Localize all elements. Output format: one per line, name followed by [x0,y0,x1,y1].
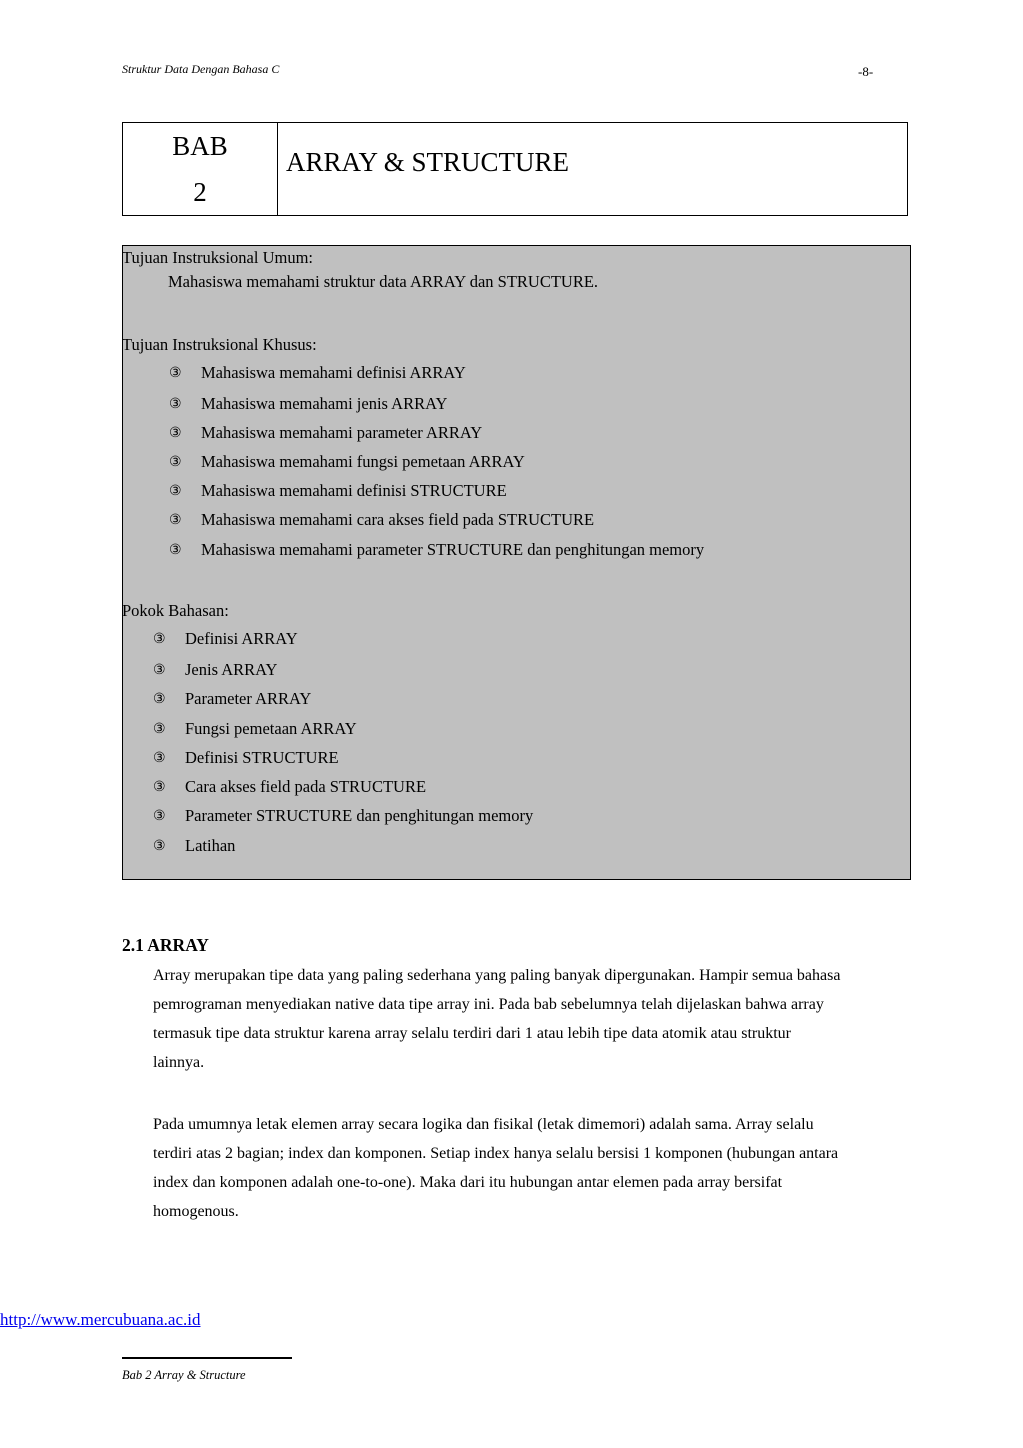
section-title: 2.1 ARRAY [122,935,209,955]
bullet-icon: ③ [169,426,182,441]
topics-label: Pokok Bahasan: [122,601,229,620]
bullet-icon: ③ [153,751,166,766]
general-objective-text: Mahasiswa memahami struktur data ARRAY dan STRUCTURE. [168,272,599,291]
topic-item: Latihan [185,836,236,855]
specific-objective-item: Mahasiswa memahami cara akses field pada STRUCTURE [201,510,595,529]
topic-item: Fungsi pemetaan ARRAY [185,719,357,738]
bullet-icon: ③ [169,484,182,499]
bullet-icon: ③ [153,809,166,824]
topic-item: Parameter ARRAY [185,689,312,708]
bullet-icon: ③ [153,722,166,737]
chapter-title: ARRAY & STRUCTURE [286,147,570,177]
chapter-bab-label: BAB [172,131,228,161]
page-number: -8- [858,64,874,79]
specific-objective-item: Mahasiswa memahami jenis ARRAY [201,394,448,413]
topic-item: Definisi STRUCTURE [185,748,339,767]
footnote-divider [122,1357,292,1359]
general-objective-label: Tujuan Instruksional Umum: [122,248,313,267]
bullet-icon: ③ [153,663,166,678]
chapter-number: 2 [193,177,207,207]
topic-item: Definisi ARRAY [185,629,298,648]
bullet-icon: ③ [153,692,166,707]
bullet-icon: ③ [153,780,166,795]
running-header-title: Struktur Data Dengan Bahasa C [122,62,280,76]
bullet-icon: ③ [153,632,166,647]
specific-objectives-label: Tujuan Instruksional Khusus: [122,335,317,354]
footer-website-link[interactable]: http://www.mercubuana.ac.id [0,1310,201,1329]
topic-item: Jenis ARRAY [185,660,278,679]
paragraph: Array merupakan tipe data yang paling sederhana yang paling banyak dipergunakan. Hampir semua bahasa pemrograman menyediakan native data tipe array ini. Pada bab sebelumnya telah dijelaskan bahwa array termasuk tipe data struktur karena array selalu terdiri dari 1 atau lebih tipe data atomik atau struktur lainnya. [153,967,841,1071]
specific-objective-item: Mahasiswa memahami parameter STRUCTURE dan penghitungan memory [201,540,705,559]
bullet-icon: ③ [169,366,182,381]
specific-objective-item: Mahasiswa memahami definisi ARRAY [201,363,466,382]
footer-chapter-note: Bab 2 Array & Structure [122,1368,246,1382]
topic-item: Cara akses field pada STRUCTURE [185,777,427,796]
paragraph: Pada umumnya letak elemen array secara logika dan fisikal (letak dimemori) adalah sama. Array selalu terdiri atas 2 bagian; index dan komponen. Setiap index hanya selalu bersisi 1 komponen (hubungan antara index dan komponen adalah one-to-one). Maka dari itu hubungan antar elemen pada array bersifat homogenous. [153,1116,839,1220]
bullet-icon: ③ [169,397,182,412]
bullet-icon: ③ [169,513,182,528]
specific-objective-item: Mahasiswa memahami definisi STRUCTURE [201,481,507,500]
chapter-heading-box [122,122,908,216]
specific-objective-item: Mahasiswa memahami parameter ARRAY [201,423,483,442]
bullet-icon: ③ [169,455,182,470]
chapter-number-cell [123,123,278,215]
bullet-icon: ③ [153,839,166,854]
specific-objective-item: Mahasiswa memahami fungsi pemetaan ARRAY [201,452,525,471]
topic-item: Parameter STRUCTURE dan penghitungan memory [185,806,534,825]
bullet-icon: ③ [169,543,182,558]
